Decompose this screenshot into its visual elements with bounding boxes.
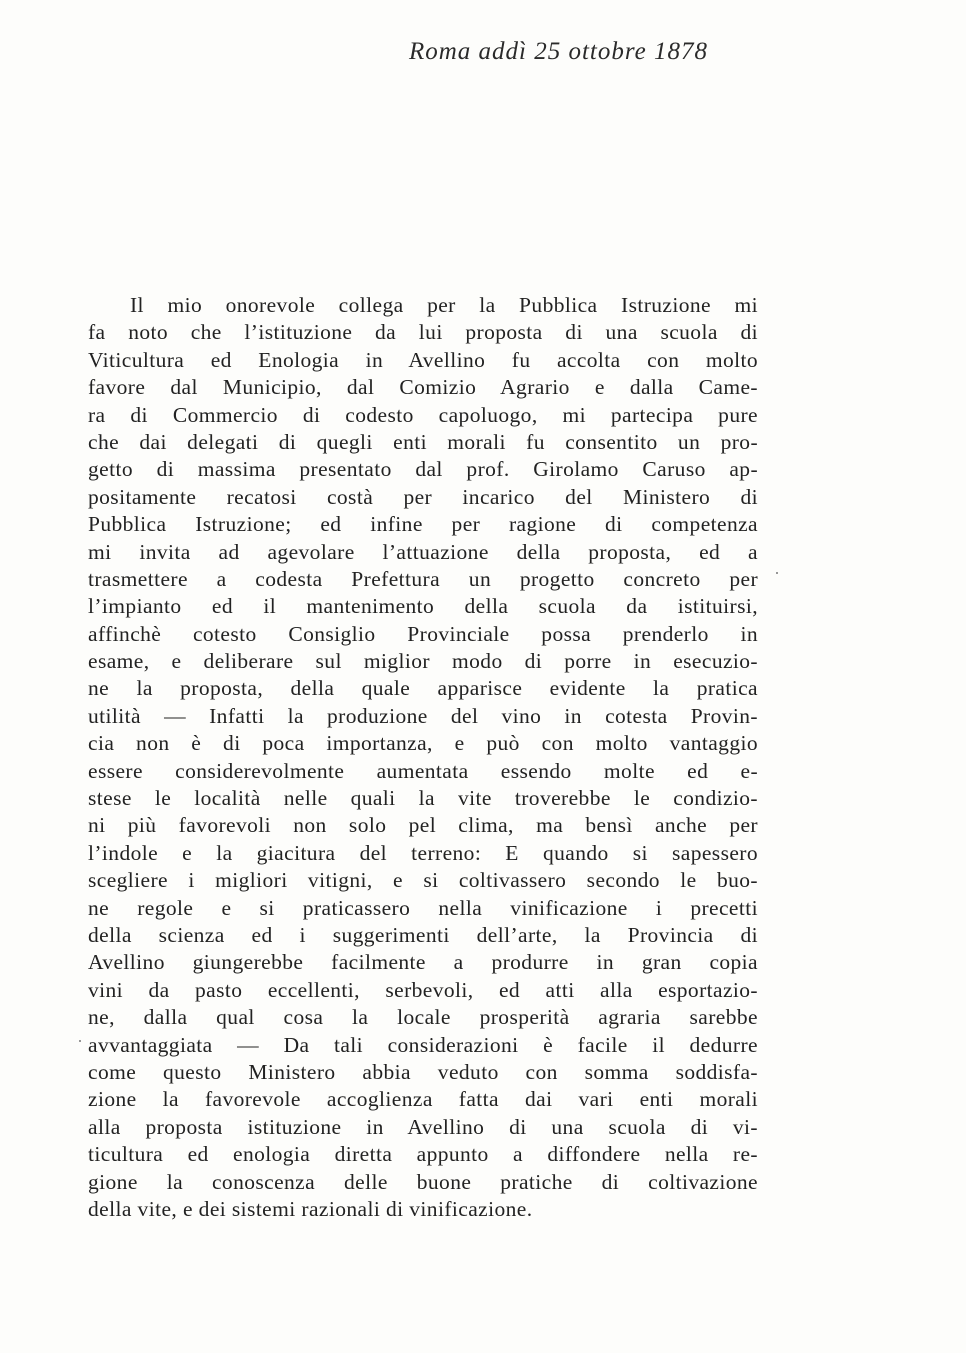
text-line: della vite, e dei sistemi razionali di vinificazione.: [88, 1196, 533, 1221]
text-line: scegliere i migliori vitigni, e si coltivassero secondo le buo-: [88, 868, 758, 893]
ink-speck: [79, 1040, 81, 1042]
dateline: Roma addì 25 ottobre 1878: [408, 38, 708, 65]
ink-speck: [776, 572, 778, 574]
text-line: della scienza ed i suggerimenti dell’arte, la Provincia di: [88, 922, 758, 947]
text-line: trasmettere a codesta Prefettura un progetto concreto per: [88, 566, 758, 591]
text-line: avvantaggiata — Da tali considerazioni è facile il dedurre: [88, 1032, 758, 1057]
text-line: l’impianto ed il mantenimento della scuola da istituirsi,: [88, 594, 758, 619]
text-line: alla proposta istituzione in Avellino di una scuola di vi-: [88, 1114, 758, 1139]
text-line: mi invita ad agevolare l’attuazione della proposta, ed a: [88, 539, 758, 564]
text-line: esame, e deliberare sul miglior modo di porre in esecuzio-: [88, 649, 758, 674]
text-line: stese le località nelle quali la vite troverebbe le condizio-: [88, 786, 758, 811]
text-line: Il mio onorevole collega per la Pubblica Istruzione mi: [130, 293, 758, 317]
text-line: zione la favorevole accoglienza fatta dai vari enti morali: [88, 1087, 758, 1112]
text-line: ni più favorevoli non solo pel clima, ma bensì anche per: [88, 813, 758, 838]
text-line: vini da pasto eccellenti, serbevoli, ed atti alla esportazio-: [88, 977, 758, 1002]
text-line: utilità — Infatti la produzione del vino in cotesta Provin-: [88, 703, 758, 728]
text-line: fa noto che l’istituzione da lui proposta di una scuola di: [88, 320, 758, 345]
text-line: favore dal Municipio, dal Comizio Agrario e dalla Came-: [88, 375, 758, 400]
text-line: ne regole e si praticassero nella vinificazione i precetti: [88, 895, 758, 920]
text-line: Viticultura ed Enologia in Avellino fu accolta con molto: [88, 347, 758, 372]
text-line: ne, dalla qual cosa la locale prosperità agraria sarebbe: [88, 1005, 758, 1030]
text-line: ticultura ed enologia diretta appunto a diffondere nella re-: [88, 1142, 758, 1167]
text-line: Avellino giungerebbe facilmente a produrre in gran copia: [88, 950, 758, 975]
text-line: cia non è di poca importanza, e può con molto vantaggio: [88, 731, 758, 756]
text-line: affinchè cotesto Consiglio Provinciale possa prenderlo in: [88, 621, 758, 646]
text-line: gione la conoscenza delle buone pratiche di coltivazione: [88, 1169, 758, 1194]
text-line: come questo Ministero abbia veduto con somma soddisfa-: [88, 1059, 758, 1084]
text-line: Pubblica Istruzione; ed infine per ragione di competenza: [88, 512, 758, 537]
text-line: getto di massima presentato dal prof. Girolamo Caruso ap-: [88, 457, 758, 482]
text-line: essere considerevolmente aumentata essendo molte ed e-: [88, 758, 758, 783]
text-line: positamente recatosi costà per incarico del Ministero di: [88, 484, 758, 509]
text-line: l’indole e la giacitura del terreno: E quando si sapessero: [88, 840, 758, 865]
text-line: ne la proposta, della quale apparisce evidente la pratica: [88, 676, 758, 701]
letter-body: [88, 292, 758, 1223]
text-line: che dai delegati di quegli enti morali fu consentito un pro-: [88, 429, 758, 454]
text-line: ra di Commercio di codesto capoluogo, mi partecipa pure: [88, 402, 758, 427]
